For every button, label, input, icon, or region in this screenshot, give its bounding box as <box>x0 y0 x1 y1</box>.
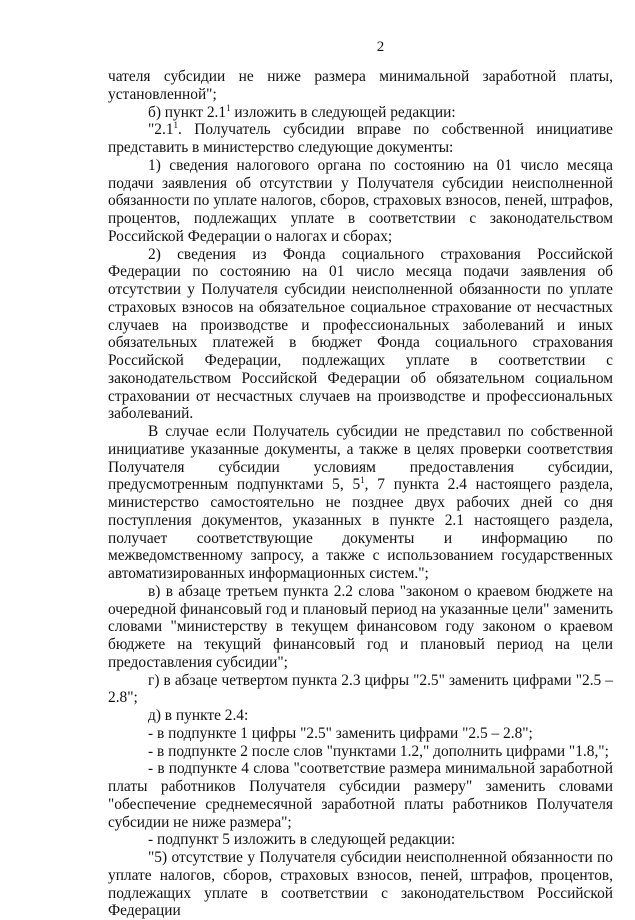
superscript: 1 <box>360 475 365 486</box>
paragraph-text: "5) отсутствие у Получателя субсидии неисполненной обязанности по уплате налогов, сборов, страховых взносов, пеней, штрафов, процентов, подлежащих уплате в соответствии с законодательством Российской Федерации <box>108 849 613 920</box>
paragraph <box>108 246 613 424</box>
paragraph <box>108 760 613 831</box>
superscript: 1 <box>226 102 231 113</box>
paragraph-text: . Получатель субсидии вправе по собственной инициативе представить в министерство следующие документы: <box>108 121 613 156</box>
paragraph <box>108 121 613 157</box>
paragraph-text: изложить в следующей редакции: <box>230 103 456 121</box>
paragraph <box>108 423 613 583</box>
paragraph <box>108 743 613 761</box>
paragraph-text: 2) сведения из Фонда социального страхования Российской Федерации по состоянию на 01 число месяца подачи заявления об отсутствии у Получателя субсидии неисполненной обязанности по уплате страховых взносов на обязательное социальное страхование от несчастных случаев на производстве и профессиональных заболеваний и иных обязательных платежей в бюджет Фонда социального страхования Российской Федерации, подлежащих уплате в соответствии с законодательством Российской Федерации об обязательном социальном страховании от несчастных случаев на производстве и профессиональных заболеваний. <box>108 245 613 423</box>
paragraph-text: в) в абзаце третьем пункта 2.2 слова "законом о краевом бюджете на очередной финансовый год и плановый период на указанные цели" заменить словами "министерству в текущем финансовом году законом о краевом бюджете на текущий финансовый год и плановый период на цели предоставления субсидии"; <box>108 582 613 671</box>
superscript: 1 <box>173 120 179 131</box>
paragraph-text: д) в пункте 2.4: <box>148 707 249 724</box>
paragraph <box>108 849 613 920</box>
paragraph-text: "2.1 <box>148 121 174 139</box>
paragraph-text: - в подпункте 2 после слов "пунктами 1.2," дополнить цифрами "1.8,"; <box>148 742 609 760</box>
paragraph <box>108 68 613 104</box>
paragraph-text: г) в абзаце четвертом пункта 2.3 цифры "2.5" заменить цифрами "2.5 – 2.8"; <box>108 671 613 707</box>
paragraph-text: - в подпункте 1 цифры "2.5" заменить цифрами "2.5 – 2.8"; <box>148 724 533 742</box>
paragraph-text: - подпункт 5 изложить в следующей редакции: <box>148 831 456 849</box>
paragraph-text: чателя субсидии не ниже размера минимальной заработной платы, установленной"; <box>108 68 613 103</box>
paragraph <box>108 831 613 849</box>
paragraph-text: 1) сведения налогового органа по состоянию на 01 число месяца подачи заявления об отсутствии у Получателя субсидии неисполненной обязанности по уплате налогов, сборов, страховых взносов, пеней, штрафов, процентов, подлежащих уплате в соответствии с законодательством Российской Федерации о налогах и сборах; <box>108 156 613 245</box>
paragraph-text: , 7 пункта 2.4 настоящего раздела, министерство самостоятельно не позднее двух рабочих дней со дня поступления документов, указанных в пункте 2.1 настоящего раздела, получает соответствующие документы и информацию по межведомственному запросу, а также с использованием государственных автоматизированных информационных систем."; <box>108 476 614 582</box>
paragraph-text: В случае если Получатель субсидии не представил по собственной инициативе указанные документы, а также в целях проверки соответствия Получателя субсидии условиям предоставления субсидии, предусмотренным подпунктами 5, 5 <box>108 423 613 494</box>
paragraph <box>108 157 613 246</box>
paragraph-text: б) пункт 2.1 <box>148 103 227 121</box>
paragraph <box>108 672 613 708</box>
paragraph <box>108 707 613 725</box>
page-number: 2 <box>376 39 385 55</box>
paragraph <box>108 725 613 743</box>
paragraph <box>108 104 613 122</box>
paragraph-text: - в подпункте 4 слова "соответствие размера минимальной заработной платы работников Получателя субсидии размеру" заменить словами "обеспечение среднемесячной заработной платы работников Получателя субсидии не ниже размера"; <box>108 760 613 831</box>
paragraph <box>108 583 613 672</box>
